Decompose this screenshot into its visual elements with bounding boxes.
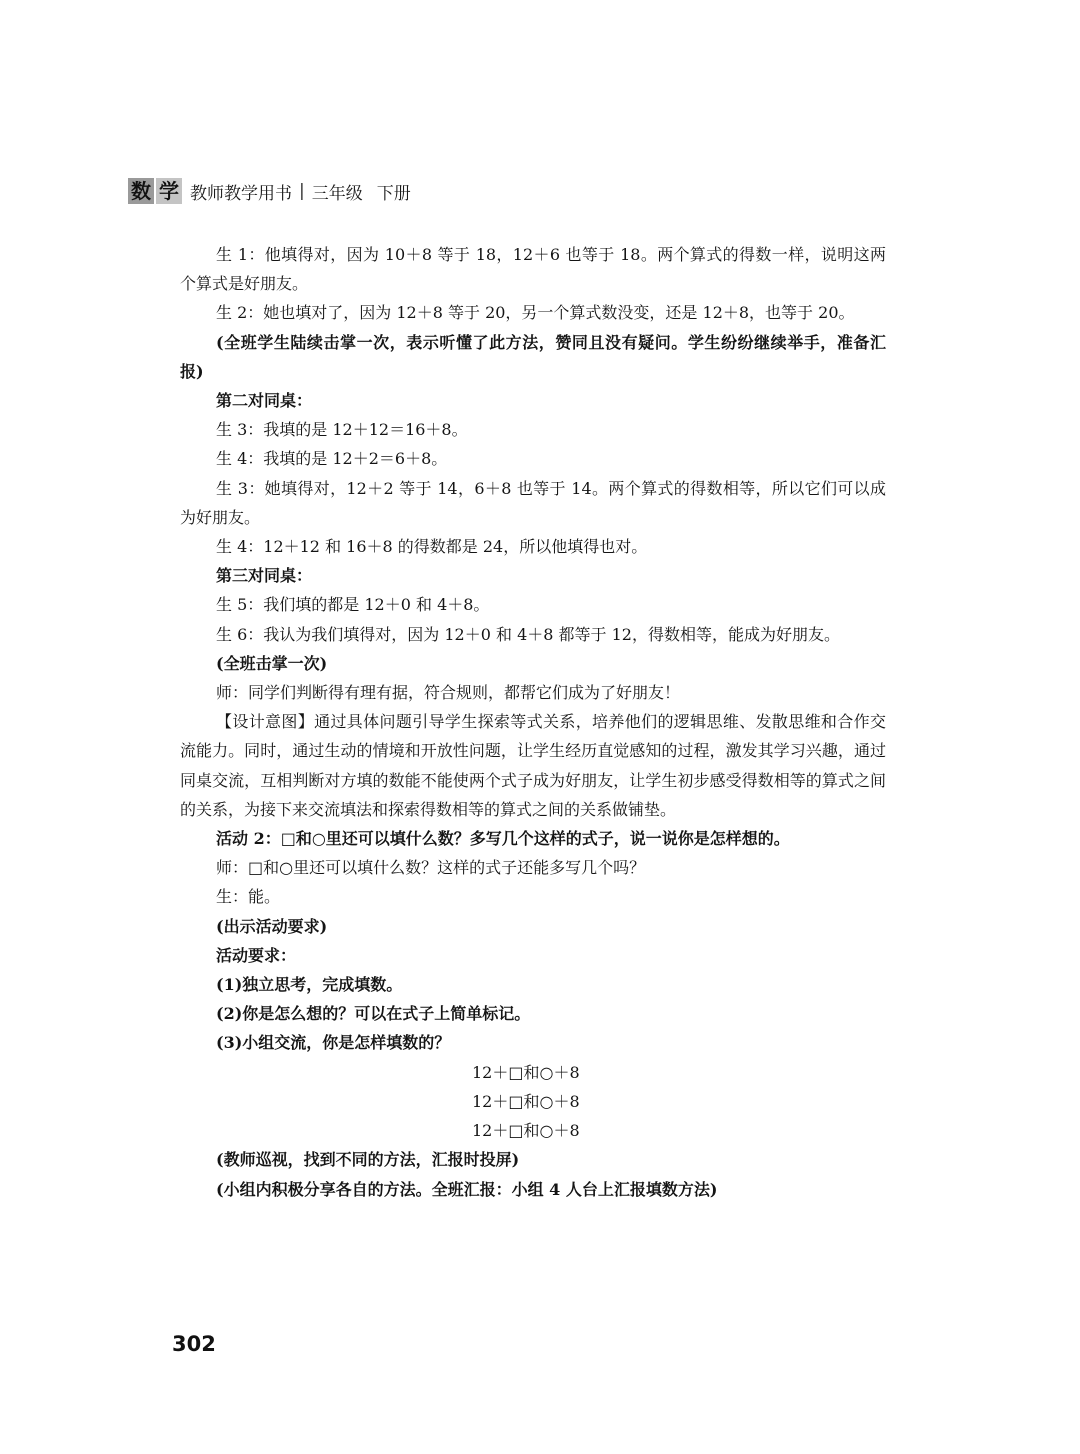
header-separator: | (299, 181, 305, 201)
paragraph: (2)你是怎么想的？可以在式子上简单标记。 (216, 1004, 531, 1024)
paragraph: (出示活动要求) (216, 916, 328, 936)
formula-line: 12＋□和○＋8 (472, 1062, 580, 1082)
paragraph: 生 1：他填得对，因为 10＋8 等于 18，12＋6 也等于 18。两个算式的得数一样，说明这两个算式是好朋友。 (180, 245, 886, 294)
paragraph: 第三对同桌： (216, 566, 313, 586)
paragraph: 生：能。 (216, 887, 281, 907)
paragraph: 师：同学们判断得有理有据，符合规则，都帮它们成为了好朋友！ (216, 683, 681, 703)
paragraph: (小组内积极分享各自的方法。全班汇报：小组 4 人台上汇报填数方法) (216, 1179, 718, 1199)
paragraph: 第二对同桌： (216, 391, 313, 411)
paragraph: 生 5：我们填的都是 12＋0 和 4＋8。 (216, 595, 490, 615)
paragraph: (全班学生陆续击掌一次，表示听懂了此方法，赞同且没有疑问。学生纷纷继续举手，准备汇报) (180, 332, 886, 381)
formula-line: 12＋□和○＋8 (472, 1121, 580, 1141)
paragraph-list (180, 240, 886, 1058)
closing-notes (180, 1145, 886, 1203)
paragraph: 生 4：我填的是 12＋2＝6＋8。 (216, 449, 448, 469)
grade-label: 三年级 (311, 183, 363, 204)
volume-label: 下册 (376, 183, 411, 204)
paragraph: 活动 2：□和○里还可以填什么数？多写几个这样的式子，说一说你是怎样想的。 (216, 829, 790, 849)
book-title: 教师教学用书 (190, 183, 292, 204)
paragraph: 生 6：我认为我们填得对，因为 12＋0 和 4＋8 都等于 12，得数相等，能成为好朋友。 (216, 624, 840, 644)
paragraph: 生 2：她也填对了，因为 12＋8 等于 20，另一个算式数没变，还是 12＋8，也等于 20。 (216, 303, 855, 323)
paragraph: (3)小组交流，你是怎样填数的？ (216, 1033, 451, 1053)
subject-logo-char-1: 数 (128, 178, 154, 204)
formula-list (180, 1058, 886, 1146)
page-number: 302 (172, 1332, 216, 1356)
paragraph: 生 3：我填的是 12＋12＝16＋8。 (216, 420, 468, 440)
paragraph: 生 3：她填得对，12＋2 等于 14，6＋8 也等于 14。两个算式的得数相等，所以它们可以成为好朋友。 (180, 478, 886, 527)
paragraph: 师：□和○里还可以填什么数？这样的式子还能多写几个吗？ (216, 858, 646, 878)
paragraph: 【设计意图】通过具体问题引导学生探索等式关系，培养他们的逻辑思维、发散思维和合作交流能力。同时，通过生动的情境和开放性问题，让学生经历直觉感知的过程，激发其学习兴趣，通过同桌交流，互相判断对方填的数能不能使两个式子成为好朋友，让学生初步感受得数相等的算式之间的关系，为接下来交流填法和探索得数相等的算式之间的关系做铺垫。 (180, 712, 886, 819)
page-body (180, 240, 886, 1204)
formula-line: 12＋□和○＋8 (472, 1091, 580, 1111)
paragraph: 生 4：12＋12 和 16＋8 的得数都是 24，所以他填得也对。 (216, 537, 648, 557)
paragraph: (全班击掌一次) (216, 653, 328, 673)
paragraph: (教师巡视，找到不同的方法，汇报时投屏) (216, 1150, 520, 1170)
running-header (128, 176, 411, 206)
paragraph: (1)独立思考，完成填数。 (216, 975, 403, 995)
paragraph: 活动要求： (216, 945, 297, 965)
subject-logo-char-2: 学 (156, 178, 182, 204)
